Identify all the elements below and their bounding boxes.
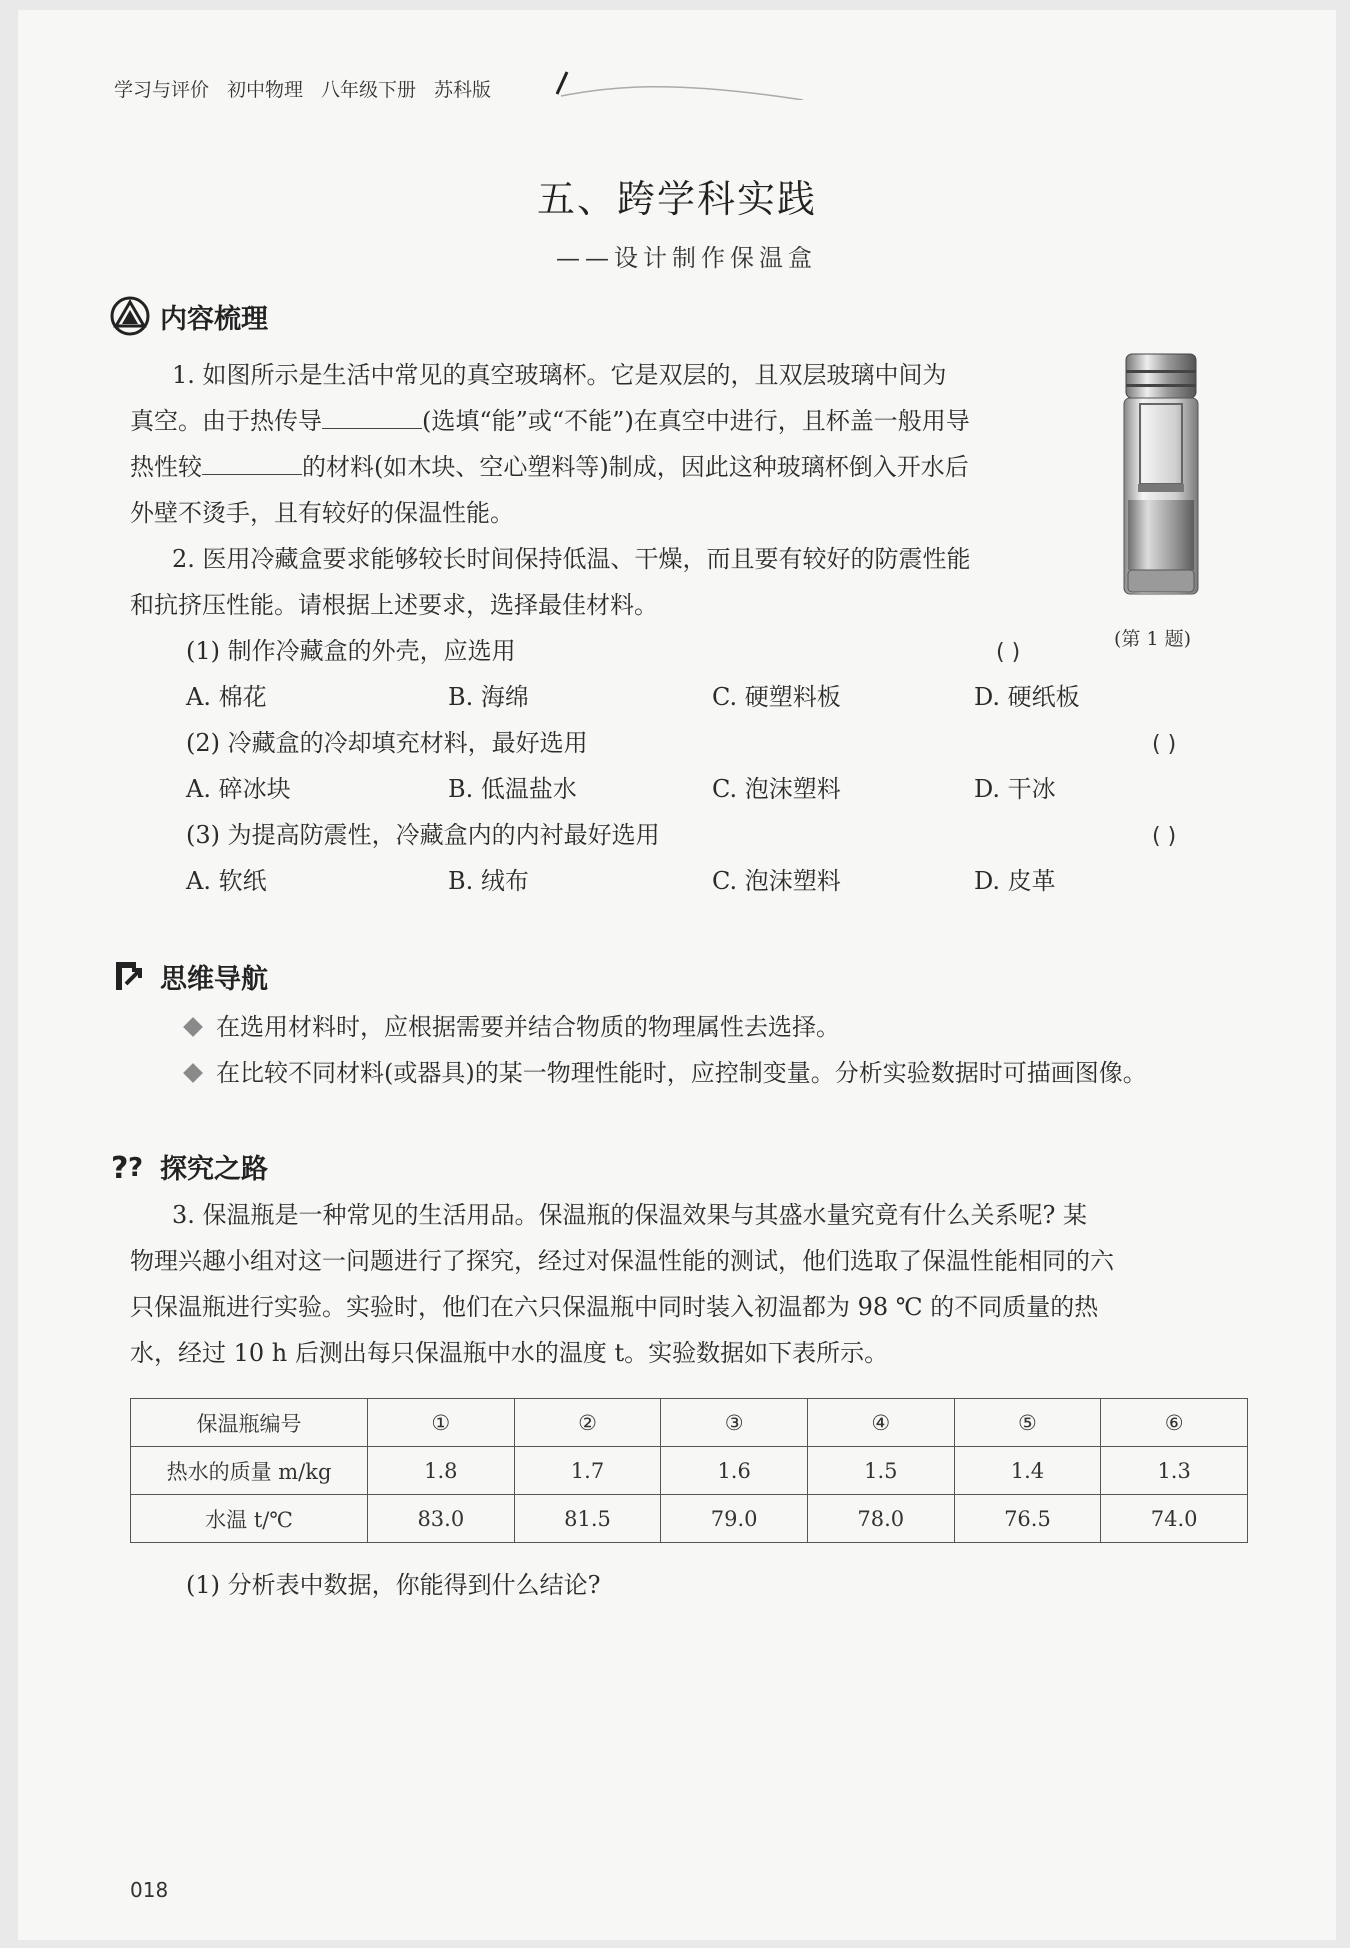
q3-sub1: (1) 分析表中数据，你能得到什么结论?	[186, 1571, 601, 1599]
option[interactable]: A. 棉花	[186, 683, 267, 711]
vacuum-cup-image	[1116, 350, 1206, 612]
table-cell: 1.3	[1101, 1447, 1248, 1495]
q3-line1: 3. 保温瓶是一种常见的生活用品。保温瓶的保温效果与其盛水量究竟有什么关系呢? 某	[172, 1201, 1088, 1229]
option[interactable]: A. 碎冰块	[186, 775, 291, 803]
table-cell: 79.0	[661, 1495, 808, 1543]
section-heading-thinking	[110, 956, 268, 996]
option[interactable]: D. 干冰	[974, 775, 1056, 803]
table-cell: 1.7	[514, 1447, 661, 1495]
option[interactable]: D. 硬纸板	[974, 683, 1080, 711]
option[interactable]: D. 皮革	[974, 867, 1056, 895]
table-cell: 1.8	[368, 1447, 515, 1495]
tip-bullet	[186, 1050, 1147, 1096]
table-cell: 1.5	[807, 1447, 954, 1495]
svg-text:?: ?	[128, 1153, 144, 1183]
triangle-logo-icon	[110, 296, 150, 336]
section-title: 内容梳理	[160, 303, 268, 335]
question-1-cont	[130, 398, 1090, 536]
section-title: 探究之路	[160, 1153, 268, 1185]
navigation-arrow-icon	[110, 956, 150, 996]
table-cell: 1.4	[954, 1447, 1101, 1495]
figure-caption: (第 1 题)	[1114, 628, 1191, 650]
table-cell: 74.0	[1101, 1495, 1248, 1543]
tip-bullet	[186, 1004, 840, 1050]
table-cell: 83.0	[368, 1495, 515, 1543]
row-header: 保温瓶编号	[131, 1399, 368, 1447]
header-grade: 八年级下册	[321, 78, 417, 101]
answer-paren[interactable]: ( )	[1152, 824, 1177, 849]
question-3	[130, 1192, 1248, 1238]
header-edition: 苏科版	[434, 78, 492, 101]
q2-sub3: (3) 为提高防震性，冷藏盒内的内衬最好选用	[186, 821, 660, 849]
section-heading-content	[110, 296, 268, 336]
q1-text: (选填“能”或“不能”)在真空中进行，且杯盖一般用导	[422, 407, 970, 435]
section-heading-explore	[110, 1146, 268, 1186]
header-series: 学习与评价	[114, 78, 210, 101]
header-subject: 初中物理	[227, 78, 304, 101]
option[interactable]: C. 硬塑料板	[712, 683, 841, 711]
page-number: 018	[130, 1878, 169, 1902]
question-marks-icon	[110, 1146, 150, 1186]
q1-line3	[130, 444, 1090, 490]
q1-line2	[130, 398, 1090, 444]
row-header: 热水的质量 m/kg	[131, 1447, 368, 1495]
table-cell: ③	[661, 1399, 808, 1447]
option[interactable]: B. 海绵	[448, 683, 529, 711]
table-cell: ④	[807, 1399, 954, 1447]
table-cell: 1.6	[661, 1447, 808, 1495]
question-2-cont	[130, 582, 1090, 628]
question-3-cont	[130, 1238, 1248, 1376]
table-row	[131, 1447, 1248, 1495]
q2-line2: 和抗挤压性能。请根据上述要求，选择最佳材料。	[130, 591, 658, 619]
table-cell: ⑥	[1101, 1399, 1248, 1447]
page	[18, 10, 1336, 1940]
q1-text: 真空。由于热传导	[130, 407, 322, 435]
svg-text:?: ?	[111, 1151, 129, 1186]
diamond-bullet-icon	[183, 1017, 203, 1037]
q2-sub1: (1) 制作冷藏盒的外壳，应选用	[186, 637, 516, 665]
pencil-swoosh-icon	[553, 60, 813, 100]
q2-sub2: (2) 冷藏盒的冷却填充材料，最好选用	[186, 729, 588, 757]
section-title: 思维导航	[160, 963, 268, 995]
option[interactable]: B. 绒布	[448, 867, 529, 895]
q1-line: 1. 如图所示是生活中常见的真空玻璃杯。它是双层的，且双层玻璃中间为	[172, 361, 947, 389]
tip-text: 在比较不同材料(或器具)的某一物理性能时，应控制变量。分析实验数据时可描画图像。	[216, 1059, 1147, 1087]
table-cell: ①	[368, 1399, 515, 1447]
table-cell: 78.0	[807, 1495, 954, 1543]
page-title: 五、跨学科实践	[536, 177, 817, 221]
answer-blank[interactable]	[322, 408, 422, 429]
row-header: 水温 t/℃	[131, 1495, 368, 1543]
table-cell: ②	[514, 1399, 661, 1447]
q1-line4: 外壁不烫手，且有较好的保温性能。	[130, 499, 514, 527]
page-subtitle: ——设计制作保温盒	[556, 244, 817, 272]
data-table	[130, 1398, 1248, 1543]
question-2	[130, 536, 1090, 582]
tip-text: 在选用材料时，应根据需要并结合物质的物理属性去选择。	[216, 1013, 840, 1041]
table-row	[131, 1399, 1248, 1447]
answer-paren[interactable]: ( )	[996, 640, 1021, 665]
q1-text: 热性较	[130, 453, 202, 481]
question-1	[130, 352, 1090, 398]
q3-line4: 水，经过 10 h 后测出每只保温瓶中水的温度 t。实验数据如下表所示。	[130, 1339, 889, 1367]
q2-line1: 2. 医用冷藏盒要求能够较长时间保持低温、干燥，而且要有较好的防震性能	[172, 545, 971, 573]
table-cell: 76.5	[954, 1495, 1101, 1543]
diamond-bullet-icon	[183, 1063, 203, 1083]
q3-line3: 只保温瓶进行实验。实验时，他们在六只保温瓶中同时装入初温都为 98 ℃ 的不同质量的热	[130, 1293, 1099, 1321]
option[interactable]: B. 低温盐水	[448, 775, 577, 803]
answer-paren[interactable]: ( )	[1152, 732, 1177, 757]
table-cell: 81.5	[514, 1495, 661, 1543]
table-row	[131, 1495, 1248, 1543]
q1-text: 的材料(如木块、空心塑料等)制成，因此这种玻璃杯倒入开水后	[302, 453, 969, 481]
running-header	[114, 68, 491, 108]
option[interactable]: C. 泡沫塑料	[712, 867, 841, 895]
q3-line2: 物理兴趣小组对这一问题进行了探究，经过对保温性能的测试，他们选取了保温性能相同的六	[130, 1247, 1114, 1275]
option[interactable]: C. 泡沫塑料	[712, 775, 841, 803]
table-cell: ⑤	[954, 1399, 1101, 1447]
option[interactable]: A. 软纸	[186, 867, 267, 895]
answer-blank[interactable]	[202, 454, 302, 475]
